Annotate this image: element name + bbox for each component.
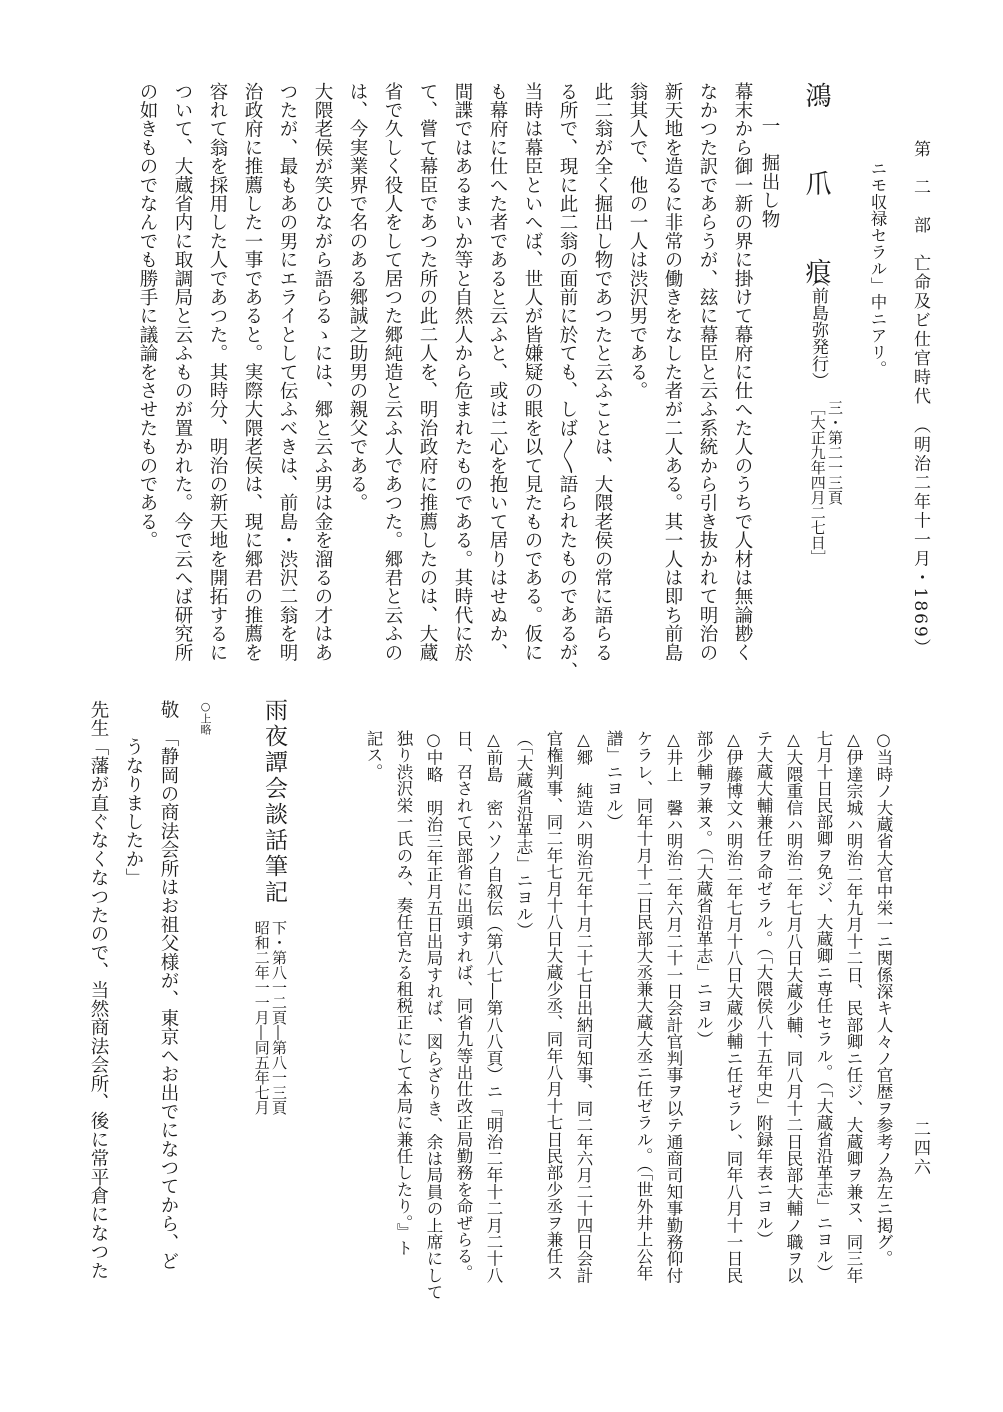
note-line: 独り渋沢栄一氏のみ、奏任官たる租税正にして本局に兼任したり。』ト <box>394 730 413 1257</box>
article-title: 鴻 爪 痕 <box>801 82 831 302</box>
source-page: 三・第二一三頁 <box>826 400 844 505</box>
note-line: テ大蔵大輔兼任ヲ命ゼラル。（「大隈侯八十五年史」附録年表ニヨル） <box>754 730 773 1248</box>
dialogue-line: 先生「藩が直ぐなくなつたので、当然商法会所、後に常平倉になつた <box>88 700 109 1280</box>
note-line: △伊藤博文ハ明治二年七月十八日大蔵少輔ニ任ゼラレ、同年八月十一日民 <box>724 730 743 1284</box>
intro-line: ニモ収禄セラル」中ニアリ。 <box>868 160 887 378</box>
body-line: は、今実業界で名のある郷誠之助男の親父である。 <box>347 82 368 513</box>
body-line: つたが、最もあの男にエライとして伝ふべきは、前島・渋沢二翁を明 <box>277 82 298 662</box>
body-line: の如きものでなんでも勝手に議論をさせたものである。 <box>137 82 158 550</box>
note-line: △伊達宗城ハ明治二年九月十二日、民部卿ニ任ジ、大蔵卿ヲ兼ヌ、同三年 <box>844 730 863 1284</box>
note-line: ケラレ、同年十月十二日民部大丞兼大蔵大丞ニ任ゼラル。（「世外井上公年 <box>634 730 653 1282</box>
source-page: 下・第八一二頁―第八一三頁 <box>270 920 288 1115</box>
note-line: 官権判事、同二年七月十八日大蔵少丞、同年八月十七日民部少丞ヲ兼任ス <box>544 730 563 1282</box>
dialogue-line: 敬 「静岡の商法会所はお祖父様が、東京へお出でになつてから、ど <box>158 700 179 1271</box>
note-line: ○当時ノ大蔵省大官中栄一ニ関係深キ人々ノ官歴ヲ参考ノ為左ニ掲グ。 <box>874 730 893 1267</box>
chapter-heading: 第 二 部 亡命及ビ仕官時代 （明治二年十一月・1869） <box>910 140 930 658</box>
section-heading: 一 掘出し物 <box>759 116 780 229</box>
note-line: △前島 密ハソノ自叙伝（第八七―第八八頁）ニ『明治二年十二月二十八 <box>484 730 503 1284</box>
dialogue-line: うなりましたか」 <box>123 700 144 887</box>
source-date: 昭和二年一一月―同五年七月 <box>252 920 271 1115</box>
note-line: △井上 馨ハ明治二年六月二十一日会計官判事ヲ以テ通商司知事勤務仰付 <box>664 730 683 1284</box>
note-line: 日、召されて民部省に出頭すれば、同省九等出仕改正局勤務を命ぜらる。 <box>454 730 473 1282</box>
body-line: 幕末から御一新の界に掛けて幕府に仕へた人のうちで人材は無論尠く <box>732 82 753 662</box>
body-line: 省で久しく役人をして居つた郷純造と云ふ人であつた。郷君と云ふの <box>382 82 403 662</box>
article2-title: 雨夜譚会談話筆記 <box>261 698 287 906</box>
body-line: 間諜ではあるまいか等と自然人から危まれたものである。其時代に於 <box>452 82 473 662</box>
body-line: も幕府に仕へた者であると云ふと、或は二心を抱いて居りはせぬか、 <box>487 82 508 662</box>
omission-mark: ○上略 <box>199 700 212 735</box>
body-line: なかつた訳であらうが、玆に幕臣と云ふ系統から引き抜かれて明治の <box>697 82 718 662</box>
note-line: （「大蔵省沿革志」ニヨル） <box>514 730 533 939</box>
body-line: 治政府に推薦した一事であると。実際大隈老侯は、現に郷君の推薦を <box>242 82 263 662</box>
note-line: 譜」ニヨル） <box>604 730 623 831</box>
note-line: 七月十日民部卿ヲ免ジ、大蔵卿ニ専任セラル。（「大蔵省沿革志」ニヨル） <box>814 730 833 1282</box>
body-line: 此二翁が全く掘出し物であつたと云ふことは、大隈老侯の常に語らる <box>592 82 613 662</box>
article-author: （前島弥発行） <box>808 270 828 389</box>
note-line: ○中略 明治三年正月五日出局すれば、図らざりき、余は局員の上席にして <box>424 730 443 1301</box>
article-source <box>809 400 844 565</box>
article2-source <box>253 920 288 1115</box>
body-line: ついて、大蔵省内に取調局と云ふものが置かれた。今で云へば研究所 <box>172 82 193 662</box>
body-line: る所で、現に此二翁の面前に於ても、しば〳〵語られたものであるが、 <box>557 82 578 681</box>
note-line: 記ス。 <box>364 730 383 781</box>
note-line: △郷 純造ハ明治元年十月二十七日出納司知事、同二年六月二十四日会計 <box>574 730 593 1284</box>
page-number: 二四六 <box>910 1120 930 1177</box>
note-line: 部少輔ヲ兼ヌ。（「大蔵省沿革志」ニヨル） <box>694 730 713 1048</box>
body-line: 当時は幕臣といへば、世人が皆嫌疑の眼を以て見たものである。仮に <box>522 82 543 662</box>
body-line: 翁其人で、他の一人は渋沢男である。 <box>627 82 648 400</box>
note-line: △大隈重信ハ明治二年七月八日大蔵少輔、同八月十二日民部大輔ノ職ヲ以 <box>784 730 803 1284</box>
body-line: て、嘗て幕臣であつた所の此二人を、明治政府に推薦したのは、大蔵 <box>417 82 438 662</box>
source-date: ［大正九年四月二七日］ <box>808 400 827 565</box>
body-line: 容れて翁を採用した人であつた。其時分、明治の新天地を開拓するに <box>207 82 228 662</box>
body-line: 新天地を造るに非常の働きをなした者が二人ある。其一人は即ち前島 <box>662 82 683 662</box>
body-line: 大隈老侯が笑ひながら語らるゝには、郷と云ふ男は金を溜るの才はあ <box>312 82 333 662</box>
